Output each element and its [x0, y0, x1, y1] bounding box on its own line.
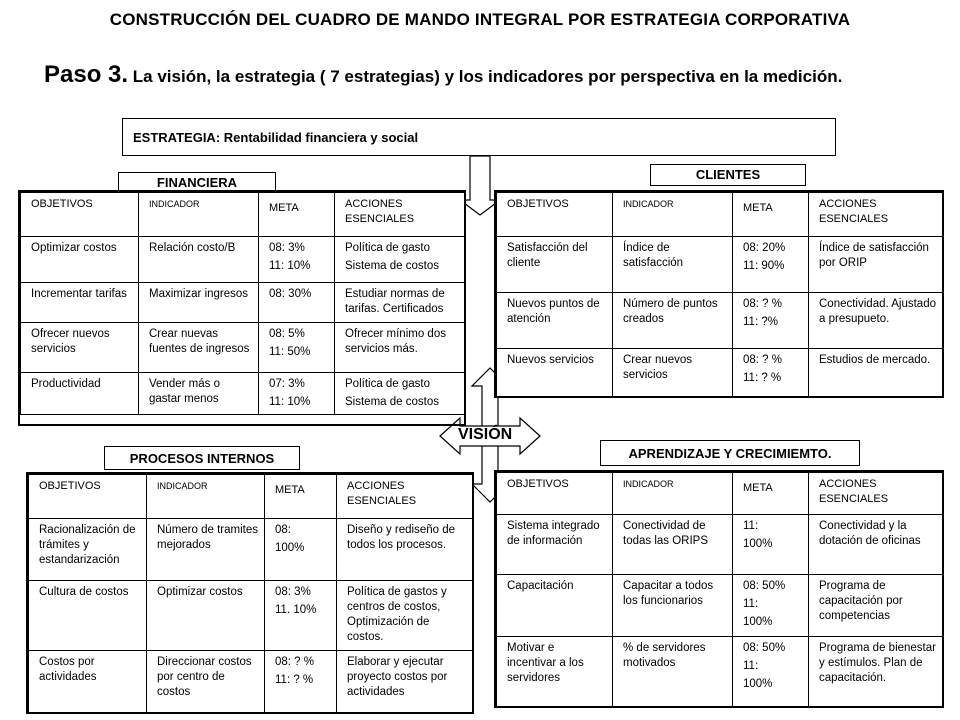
acciones-cell [335, 373, 465, 415]
meta-cell [265, 519, 337, 581]
meta-line: 08: ? % [743, 298, 782, 310]
table-row [497, 575, 943, 637]
table-row [29, 651, 473, 713]
indicador-cell: Conectividad de todas las ORIPS [613, 515, 733, 575]
financiera-table [20, 192, 465, 415]
acciones-cell [809, 237, 943, 293]
indicador-cell: Índice de satisfacción [613, 237, 733, 293]
accion-line: Sistema de costos [345, 396, 439, 408]
meta-line: 07: 3% [269, 378, 305, 390]
clientes-label: CLIENTES [650, 164, 806, 186]
objetivo-cell: Nuevos servicios [497, 349, 613, 397]
table-row [497, 637, 943, 707]
meta-line: 11: 90% [743, 260, 785, 272]
objetivos-header: OBJETIVOS [29, 475, 147, 519]
meta-cell [259, 323, 335, 373]
objetivo-cell: Ofrecer nuevos servicios [21, 323, 139, 373]
meta-header: META [733, 193, 809, 237]
objetivo-cell: Capacitación [497, 575, 613, 637]
meta-line: 08: 50% [743, 642, 786, 654]
acciones-header: ACCIONES ESENCIALES [337, 475, 473, 519]
page-title: CONSTRUCCIÓN DEL CUADRO DE MANDO INTEGRAL POR ESTRATEGIA CORPORATIVA [109, 10, 851, 29]
acciones-header: ACCIONES ESENCIALES [809, 193, 943, 237]
acciones-cell [809, 515, 943, 575]
aprendizaje-label: APRENDIZAJE Y CRECIMIEMTO. [600, 440, 860, 466]
meta-line: 08: ? % [275, 656, 314, 668]
accion-line: Programa de bienestar y estímulos. Plan de capacitación. [819, 642, 936, 684]
table-row [497, 293, 943, 349]
indicador-cell: Número de puntos creados [613, 293, 733, 349]
table-row [497, 515, 943, 575]
meta-header: META [733, 473, 809, 515]
acciones-cell [809, 293, 943, 349]
meta-line: 08: 20% [743, 242, 786, 254]
accion-line: Política de gasto [345, 242, 431, 254]
indicador-header: INDICADOR [139, 193, 259, 237]
indicador-cell: Relación costo/B [139, 237, 259, 283]
accion-line: Sistema de costos [345, 260, 439, 272]
acciones-header: ACCIONES ESENCIALES [335, 193, 465, 237]
indicador-header: INDICADOR [147, 475, 265, 519]
acciones-cell [809, 637, 943, 707]
meta-line: 08: 50% [743, 580, 786, 592]
accion-line: Elaborar y ejecutar proyecto costos por actividades [347, 656, 448, 698]
strategy-box: ESTRATEGIA: Rentabilidad financiera y social [122, 118, 836, 156]
objetivos-header: OBJETIVOS [497, 473, 613, 515]
acciones-cell [335, 323, 465, 373]
meta-line: 11: 10% [269, 396, 311, 408]
accion-line: Diseño y rediseño de todos los procesos. [347, 524, 456, 551]
meta-cell [733, 293, 809, 349]
meta-line: 100% [743, 616, 773, 628]
acciones-cell [809, 349, 943, 397]
meta-line: 11: ? % [275, 674, 314, 686]
table-header-row [21, 193, 465, 237]
table-row [29, 581, 473, 651]
indicador-cell: Optimizar costos [147, 581, 265, 651]
table-row [497, 237, 943, 293]
accion-line: Índice de satisfacción por ORIP [819, 242, 929, 269]
meta-line: 11: 50% [269, 346, 311, 358]
clientes-table [496, 192, 943, 397]
meta-cell [733, 515, 809, 575]
accion-line: Conectividad. Ajustado a presupueto. [819, 298, 936, 325]
meta-cell [265, 581, 337, 651]
step-text: La visión, la estrategia ( 7 estrategias) y los indicadores por perspectiva en la medición. [132, 67, 843, 86]
meta-line: 100% [275, 542, 305, 554]
objetivos-header: OBJETIVOS [497, 193, 613, 237]
table-header-row [29, 475, 473, 519]
accion-line: Política de gasto [345, 378, 431, 390]
meta-line: 11: [743, 520, 759, 532]
meta-line: 100% [743, 538, 773, 550]
indicador-cell: Crear nuevos servicios [613, 349, 733, 397]
indicador-cell: Número de tramites mejorados [147, 519, 265, 581]
indicador-header: INDICADOR [613, 473, 733, 515]
acciones-cell [335, 283, 465, 323]
meta-cell [733, 575, 809, 637]
indicador-cell: Vender más o gastar menos [139, 373, 259, 415]
meta-line: 11: ? % [743, 372, 782, 384]
acciones-cell [337, 581, 473, 651]
indicador-cell: Maximizar ingresos [139, 283, 259, 323]
vision-label: VISIÓN [458, 426, 513, 443]
accion-line: Ofrecer mínimo dos servicios más. [345, 328, 446, 355]
table-header-row [497, 193, 943, 237]
acciones-header: ACCIONES ESENCIALES [809, 473, 943, 515]
meta-line: 08: 3% [269, 242, 305, 254]
meta-cell [259, 373, 335, 415]
meta-line: 08: 3% [275, 586, 311, 598]
indicador-cell: Direccionar costos por centro de costos [147, 651, 265, 713]
acciones-cell [335, 237, 465, 283]
acciones-cell [809, 575, 943, 637]
table-row [497, 349, 943, 397]
accion-line: Política de gastos y centros de costos, Optimización de costos. [347, 586, 447, 643]
acciones-cell [337, 519, 473, 581]
meta-cell [733, 237, 809, 293]
objetivo-cell: Productividad [21, 373, 139, 415]
acciones-cell [337, 651, 473, 713]
procesos-table [28, 474, 473, 713]
objetivo-cell: Racionalización de trámites y estandarización [29, 519, 147, 581]
table-row [29, 519, 473, 581]
indicador-cell: Crear nuevas fuentes de ingresos [139, 323, 259, 373]
meta-cell [733, 349, 809, 397]
objetivos-header: OBJETIVOS [21, 193, 139, 237]
objetivo-cell: Optimizar costos [21, 237, 139, 283]
table-row [21, 237, 465, 283]
procesos-label: PROCESOS INTERNOS [104, 446, 300, 470]
meta-line: 100% [743, 678, 773, 690]
objetivo-cell: Motivar e incentivar a los servidores [497, 637, 613, 707]
aprendizaje-table [496, 472, 943, 707]
accion-line: Conectividad y la dotación de oficinas [819, 520, 921, 547]
objetivo-cell: Nuevos puntos de atención [497, 293, 613, 349]
financiera-label: FINANCIERA [118, 172, 276, 194]
meta-line: 11: [743, 598, 759, 610]
objetivo-cell: Sistema integrado de información [497, 515, 613, 575]
meta-line: 08: 5% [269, 328, 305, 340]
meta-line: 11: 10% [269, 260, 311, 272]
meta-line: 08: 30% [269, 288, 312, 300]
accion-line: Programa de capacitación por competencias [819, 580, 903, 622]
accion-line: Estudiar normas de tarifas. Certificados [345, 288, 445, 315]
meta-cell [259, 283, 335, 323]
indicador-header: INDICADOR [613, 193, 733, 237]
table-header-row [497, 473, 943, 515]
meta-line: 11: [743, 660, 759, 672]
objetivo-cell: Cultura de costos [29, 581, 147, 651]
meta-header: META [265, 475, 337, 519]
table-row [21, 283, 465, 323]
objetivo-cell: Incrementar tarifas [21, 283, 139, 323]
indicador-cell: % de servidores motivados [613, 637, 733, 707]
accion-line: Estudios de mercado. [819, 354, 931, 366]
objetivo-cell: Satisfacción del cliente [497, 237, 613, 293]
step-label: Paso 3. [44, 61, 129, 88]
meta-header: META [259, 193, 335, 237]
table-row [21, 373, 465, 415]
indicador-cell: Capacitar a todos los funcionarios [613, 575, 733, 637]
objetivo-cell: Costos por actividades [29, 651, 147, 713]
meta-line: 11: ?% [743, 316, 778, 328]
meta-cell [733, 637, 809, 707]
meta-line: 08: ? % [743, 354, 782, 366]
table-row [21, 323, 465, 373]
meta-cell [265, 651, 337, 713]
meta-cell [259, 237, 335, 283]
meta-line: 11. 10% [275, 604, 317, 616]
meta-line: 08: [275, 524, 291, 536]
